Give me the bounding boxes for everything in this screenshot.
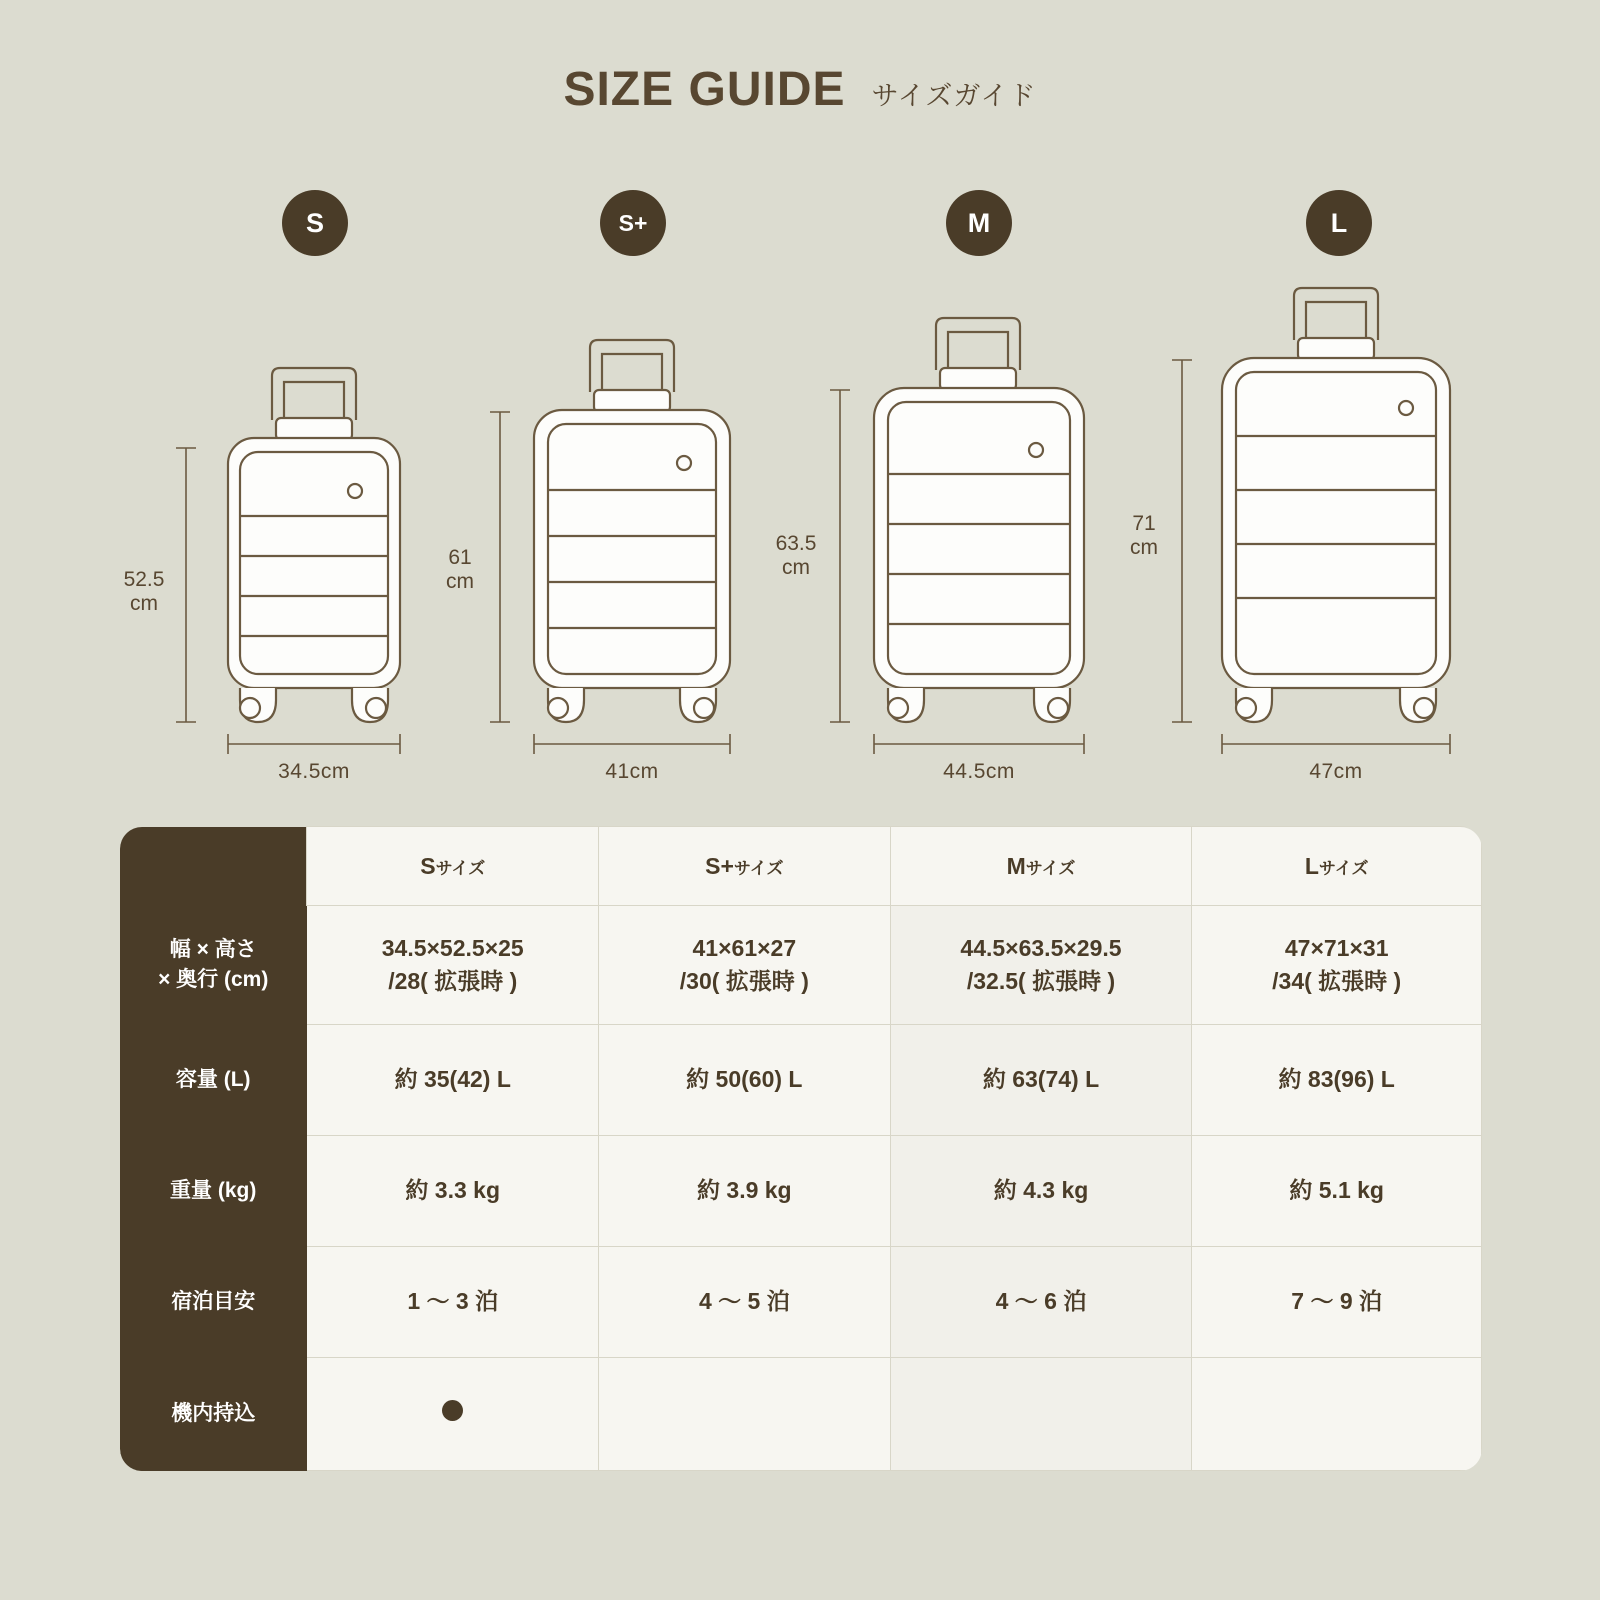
cell-dimensions-l-line2: /34( 拡張時 ) [1272, 968, 1402, 994]
carryon-dot-icon [442, 1400, 463, 1421]
suitcase-s [228, 368, 400, 722]
table-header-s-suffix: サイズ [435, 858, 486, 878]
cell-weight-l: 約 5.1 kg [1192, 1136, 1482, 1247]
table-header-m-size: M [1006, 852, 1026, 879]
table-header-l-size: L [1304, 852, 1319, 879]
row-header-dimensions [120, 906, 307, 1025]
table-header-splus-size: S+ [705, 852, 734, 879]
width-label-m: 44.5cm [943, 760, 1015, 783]
height-unit-s: cm [130, 592, 158, 616]
size-badge-m-label: M [967, 207, 991, 238]
height-label-splus [420, 546, 500, 594]
suitcase-splus [534, 340, 730, 722]
cell-dimensions-s-line2: /28( 拡張時 ) [388, 968, 518, 994]
cell-dimensions-splus-line2: /30( 拡張時 ) [679, 968, 809, 994]
cell-dimensions-m-line2: /32.5( 拡張時 ) [966, 968, 1116, 994]
cell-weight-s: 約 3.3 kg [307, 1136, 599, 1247]
dimension-width-s [228, 734, 400, 754]
cell-dimensions-s [307, 906, 599, 1025]
cell-carryon-l [1192, 1358, 1482, 1471]
row-header-carryon: 機内持込 [120, 1358, 307, 1471]
height-label-s [104, 568, 184, 616]
spec-table-wrapper [120, 826, 1482, 1471]
cell-nights-m: 4 〜 6 泊 [890, 1247, 1192, 1358]
cell-capacity-s: 約 35(42) L [307, 1025, 599, 1136]
cell-capacity-splus: 約 50(60) L [599, 1025, 891, 1136]
cell-carryon-s [307, 1358, 599, 1471]
cell-dimensions-s-line1: 34.5×52.5×25 [381, 934, 524, 961]
cell-dimensions-m [890, 906, 1192, 1025]
width-label-splus: 41cm [605, 760, 659, 783]
dimension-width-splus [534, 734, 730, 754]
suitcase-m [874, 318, 1084, 722]
page-title-sub: サイズガイド [871, 81, 1037, 111]
table-row [120, 1247, 1482, 1358]
row-header-weight: 重量 (kg) [120, 1136, 307, 1247]
table-header-splus-suffix: サイズ [733, 858, 784, 878]
cell-weight-splus: 約 3.9 kg [599, 1136, 891, 1247]
cell-dimensions-splus-line1: 41×61×27 [692, 934, 797, 961]
page-title-main: SIZE GUIDE [563, 63, 846, 116]
cell-weight-m: 約 4.3 kg [890, 1136, 1192, 1247]
table-row [120, 906, 1482, 1025]
table-row [120, 1136, 1482, 1247]
size-badge-l-label: L [1330, 207, 1348, 238]
height-unit-l: cm [1130, 536, 1158, 560]
row-header-dimensions-line2: × 奥行 (cm) [158, 968, 269, 991]
dimension-width-l [1222, 734, 1450, 754]
cell-nights-s: 1 〜 3 泊 [307, 1247, 599, 1358]
table-header-l-suffix: サイズ [1318, 858, 1369, 878]
suitcase-l [1222, 288, 1450, 722]
spec-table [120, 826, 1482, 1471]
cell-carryon-m [890, 1358, 1192, 1471]
table-header-s [307, 827, 599, 906]
height-label-m [754, 532, 838, 580]
cell-dimensions-m-line1: 44.5×63.5×29.5 [960, 934, 1122, 961]
height-value-s: 52.5 [123, 568, 165, 591]
size-badge-s-label: S [305, 207, 324, 238]
table-header-splus [599, 827, 891, 906]
table-row [120, 1025, 1482, 1136]
table-header-m-suffix: サイズ [1025, 858, 1076, 878]
height-value-splus: 61 [448, 546, 472, 569]
cell-dimensions-l-line1: 47×71×31 [1284, 934, 1389, 961]
height-value-l: 71 [1132, 512, 1156, 535]
row-header-capacity: 容量 (L) [120, 1025, 307, 1136]
table-header-l [1192, 827, 1482, 906]
cell-dimensions-l [1192, 906, 1482, 1025]
cell-capacity-m: 約 63(74) L [890, 1025, 1192, 1136]
row-header-dimensions-line1: 幅 × 高さ [169, 937, 257, 961]
table-header-row [120, 827, 1482, 906]
cell-carryon-splus [599, 1358, 891, 1471]
height-unit-m: cm [782, 556, 810, 580]
dimension-width-m [874, 734, 1084, 754]
table-header-s-size: S [420, 852, 436, 879]
width-label-l: 47cm [1309, 760, 1363, 783]
width-label-s: 34.5cm [278, 760, 350, 783]
height-value-m: 63.5 [775, 532, 817, 555]
cell-nights-l: 7 〜 9 泊 [1192, 1247, 1482, 1358]
cell-capacity-l: 約 83(96) L [1192, 1025, 1482, 1136]
size-badge-splus-label: S+ [618, 209, 648, 236]
cell-nights-splus: 4 〜 5 泊 [599, 1247, 891, 1358]
table-header-m [890, 827, 1192, 906]
height-label-l [1104, 512, 1184, 560]
cell-dimensions-splus [599, 906, 891, 1025]
row-header-nights: 宿泊目安 [120, 1247, 307, 1358]
height-unit-splus: cm [446, 570, 474, 594]
table-corner-cell [120, 827, 307, 906]
table-row [120, 1358, 1482, 1471]
